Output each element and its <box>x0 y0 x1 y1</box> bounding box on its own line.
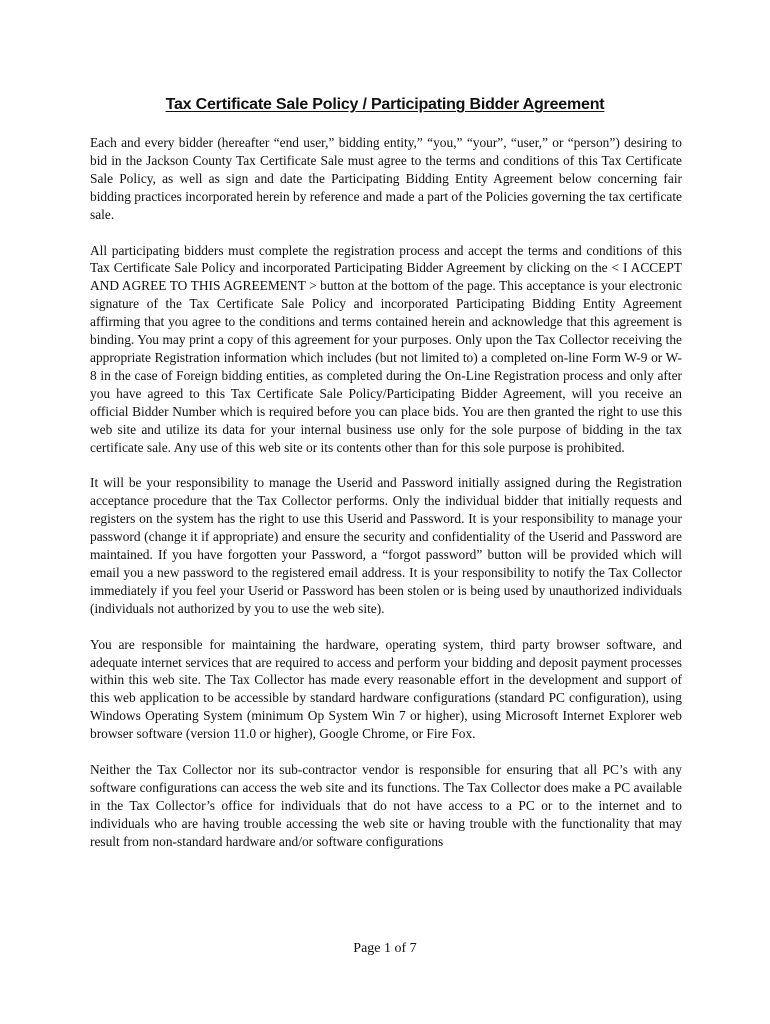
paragraph-registration: All participating bidders must complete the registration process and accept the terms and conditions of this Tax Certificate Sale Policy and incorporated Participating Bidder Agreement by clicking on the < I ACCEPT AND AGREE TO THIS AGREEMENT > button at the bottom of the page. This acceptance is your electronic signature of the Tax Certificate Sale Policy and incorporated Participating Bidding Entity Agreement affirming that you agree to the conditions and terms contained herein and acknowledge that this agreement is binding. You may print a copy of this agreement for your purposes. Only upon the Tax Collector receiving the appropriate Registration information which includes (but not limited to) a completed on-line Form W-9 or W-8 in the case of Foreign bidding entities, as completed during the On-Line Registration process and only after you have agreed to this Tax Certificate Sale Policy/Participating Bidder Agreement, will you receive an official Bidder Number which is required before you can place bids. You are then granted the right to use this web site and utilize its data for your internal business use only for the sole purpose of bidding in the tax certificate sale. Any use of this web site or its contents other than for this sole purpose is prohibited. <box>90 242 682 455</box>
paragraph-pc-access: Neither the Tax Collector nor its sub-contractor vendor is responsible for ensuring that all PC’s with any software configurations can access the web site and its functions. The Tax Collector does make a PC available in the Tax Collector’s office for individuals that do not have access to a PC or to the internet and to individuals who are having trouble accessing the web site or having trouble with the functionality that may result from non-standard hardware and/or software configurations <box>90 762 682 849</box>
document-body <box>90 134 682 869</box>
document-title: Tax Certificate Sale Policy / Participating Bidder Agreement <box>165 96 605 113</box>
paragraph-hardware-software: You are responsible for maintaining the hardware, operating system, third party browser software, and adequate internet services that are required to access and perform your bidding and deposit payment processes within this web site. The Tax Collector has made every reasonable effort in the development and support of this web application to be accessible by standard hardware configurations (standard PC configuration), using Windows Operating System (minimum Op System Win 7 or higher), using Microsoft Internet Explorer web browser software (version 11.0 or higher), Google Chrome, or Fire Fox. <box>90 636 682 742</box>
paragraph-userid-password: It will be your responsibility to manage the Userid and Password initially assigned during the Registration acceptance procedure that the Tax Collector performs. Only the individual bidder that initially requests and registers on the system has the right to use this Userid and Password. It is your responsibility to manage your password (change it if appropriate) and ensure the security and confidentiality of the Userid and Password are maintained. If you have forgotten your Password, a “forgot password” button will be provided which will email you a new password to the registered email address. It is your responsibility to notify the Tax Collector immediately if you feel your Userid or Password has been stolen or is being used by unauthorized individuals (individuals not authorized by you to use the web site). <box>90 475 682 616</box>
paragraph-bidder-agreement: Each and every bidder (hereafter “end user,” bidding entity,” “you,” “your”, “user,” or “person”) desiring to bid in the Jackson County Tax Certificate Sale must agree to the terms and conditions of this Tax Certificate Sale Policy, as well as sign and date the Participating Bidding Entity Agreement below concerning fair bidding practices incorporated herein by reference and made a part of the Policies governing the tax certificate sale. <box>90 135 682 222</box>
page-number: Page 1 of 7 <box>353 941 417 956</box>
